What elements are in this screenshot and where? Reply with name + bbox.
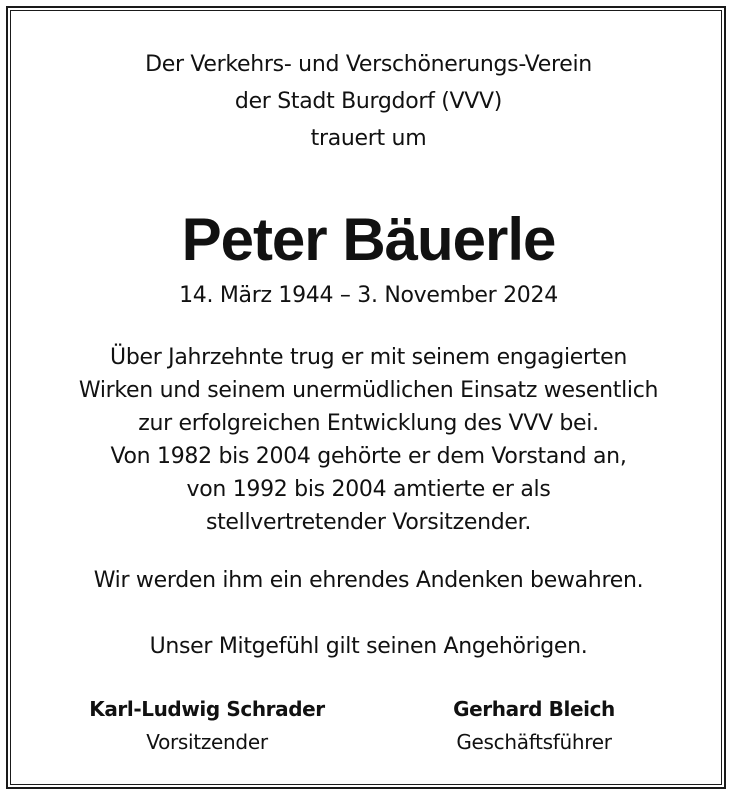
- tribute-line: von 1992 bis 2004 amtierte er als: [186, 477, 551, 502]
- signature-name-chair: Karl-Ludwig Schrader: [89, 697, 325, 721]
- signature-name-manager: Gerhard Bleich: [453, 697, 615, 721]
- tribute-line: Über Jahrzehnte trug er mit seinem engagierten: [110, 345, 627, 370]
- header-organization-city: der Stadt Burgdorf (VVV): [234, 89, 503, 114]
- tribute-line: Von 1982 bis 2004 gehörte er dem Vorstand an,: [110, 444, 627, 469]
- tribute-line: zur erfolgreichen Entwicklung des VVV bei.: [138, 411, 599, 436]
- deceased-name: Peter Bäuerle: [181, 206, 556, 273]
- signature-role-chair: Vorsitzender: [146, 730, 268, 754]
- signature-role-manager: Geschäftsführer: [456, 730, 612, 754]
- deceased-dates: 14. März 1944 – 3. November 2024: [179, 283, 558, 308]
- tribute-line: stellvertretender Vorsitzender.: [205, 510, 532, 535]
- tribute-line: Wirken und seinem unermüdlichen Einsatz wesentlich: [78, 378, 659, 403]
- header-mourns: trauert um: [310, 126, 427, 151]
- header-organization-line: Der Verkehrs- und Verschönerungs-Verein: [145, 52, 592, 77]
- closing-memory: Wir werden ihm ein ehrendes Andenken bewahren.: [93, 568, 644, 593]
- closing-condolence: Unser Mitgefühl gilt seinen Angehörigen.: [149, 634, 588, 659]
